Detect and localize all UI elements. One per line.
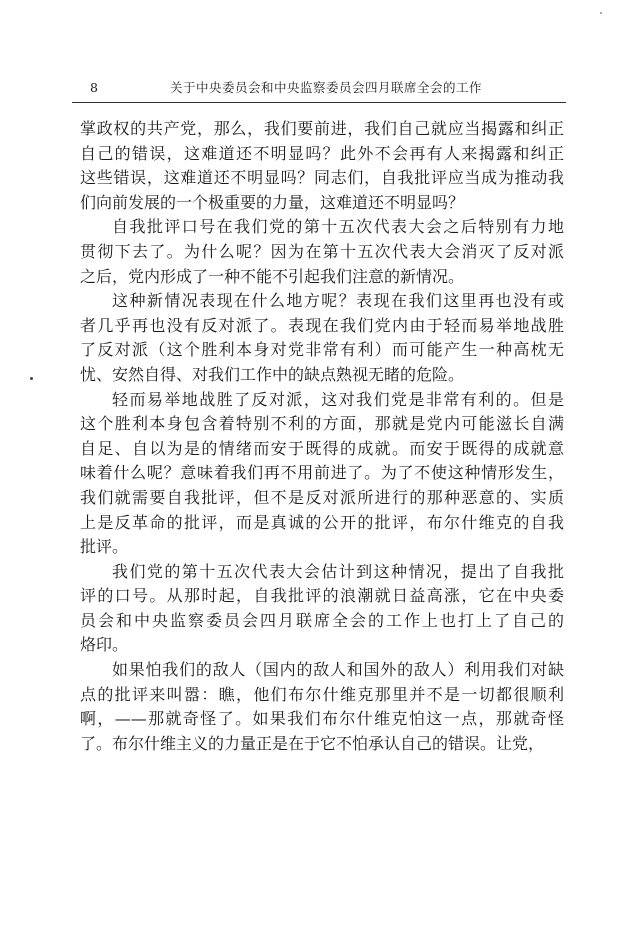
margin-mark (30, 377, 33, 380)
text-line: 自己的错误，这难道还不明显吗？此外不会再有人来揭露和纠正 (80, 143, 564, 163)
text-line: 掌政权的共产党，那么，我们要前进，我们自己就应当揭露和纠正 (80, 119, 564, 138)
text-line: 我们党的第十五次代表大会估计到这种情况，提出了自我批 (112, 561, 564, 581)
page-number: 8 (90, 80, 98, 95)
paragraph (80, 117, 564, 215)
text-line: 自我批评口号在我们党的第十五次代表大会之后特别有力地 (112, 217, 564, 237)
text-line: 味着什么呢？意味着我们再不用前进了。为了不使这种情形发生， (80, 463, 564, 483)
text-line: 了反对派（这个胜利本身对党非常有利）而可能产生一种高枕无 (80, 340, 564, 360)
text-line: 了。布尔什维主义的力量正是在于它不怕承认自己的错误。让党， (80, 733, 545, 753)
paragraph (80, 215, 564, 289)
text-line: 烙印。 (80, 635, 129, 655)
text-line: 忧、安然自得、对我们工作中的缺点熟视无睹的危险。 (80, 364, 465, 384)
text-line: 轻而易举地战胜了反对派，这对我们党是非常有利的。但是 (112, 389, 564, 409)
text-line: 自足、自以为是的情绪而安于既得的成就。而安于既得的成就意 (80, 438, 564, 458)
text-line: 员会和中央监察委员会四月联席全会的工作上也打上了自己的 (80, 610, 564, 630)
running-header-title: 关于中央委员会和中央监察委员会四月联席全会的工作 (170, 80, 483, 95)
paragraph (80, 560, 564, 658)
running-header (72, 74, 566, 103)
text-line: 这种新情况表现在什么地方呢？表现在我们这里再也没有或 (112, 291, 564, 311)
text-line: 点的批评来叫嚣：瞧，他们布尔什维克那里并不是一切都很顺利 (80, 684, 564, 704)
text-line: 评的口号。从那时起，自我批评的浪潮就日益高涨，它在中央委 (80, 586, 564, 606)
text-line: 们向前发展的一个极重要的力量，这难道还不明显吗？ (80, 192, 465, 212)
text-line: 者几乎再也没有反对派了。表现在我们党内由于轻而易举地战胜 (80, 315, 564, 335)
paragraph (80, 388, 564, 560)
text-line: 啊，——那就奇怪了。如果我们布尔什维克怕这一点，那就奇怪 (80, 709, 564, 729)
text-line: 这些错误，这难道还不明显吗？同志们，自我批评应当成为推动我 (80, 168, 564, 188)
paragraph (80, 289, 564, 387)
text-line: 如果怕我们的敌人（国内的敌人和国外的敌人）利用我们对缺 (112, 660, 564, 680)
text-line: 这个胜利本身包含着特别不利的方面，那就是党内可能滋长自满 (80, 414, 564, 434)
body-text (80, 117, 564, 756)
text-line: 上是反革命的批评，而是真诚的公开的批评，布尔什维克的自我 (80, 512, 564, 532)
scan-speck (600, 12, 602, 14)
text-line: 批评。 (80, 537, 129, 557)
text-line: 我们就需要自我批评，但不是反对派所进行的那种恶意的、实质 (80, 487, 564, 507)
text-line: 之后，党内形成了一种不能不引起我们注意的新情况。 (80, 266, 465, 286)
paragraph (80, 658, 564, 756)
text-line: 贯彻下去了。为什么呢？因为在第十五次代表大会消灭了反对派 (80, 241, 564, 261)
